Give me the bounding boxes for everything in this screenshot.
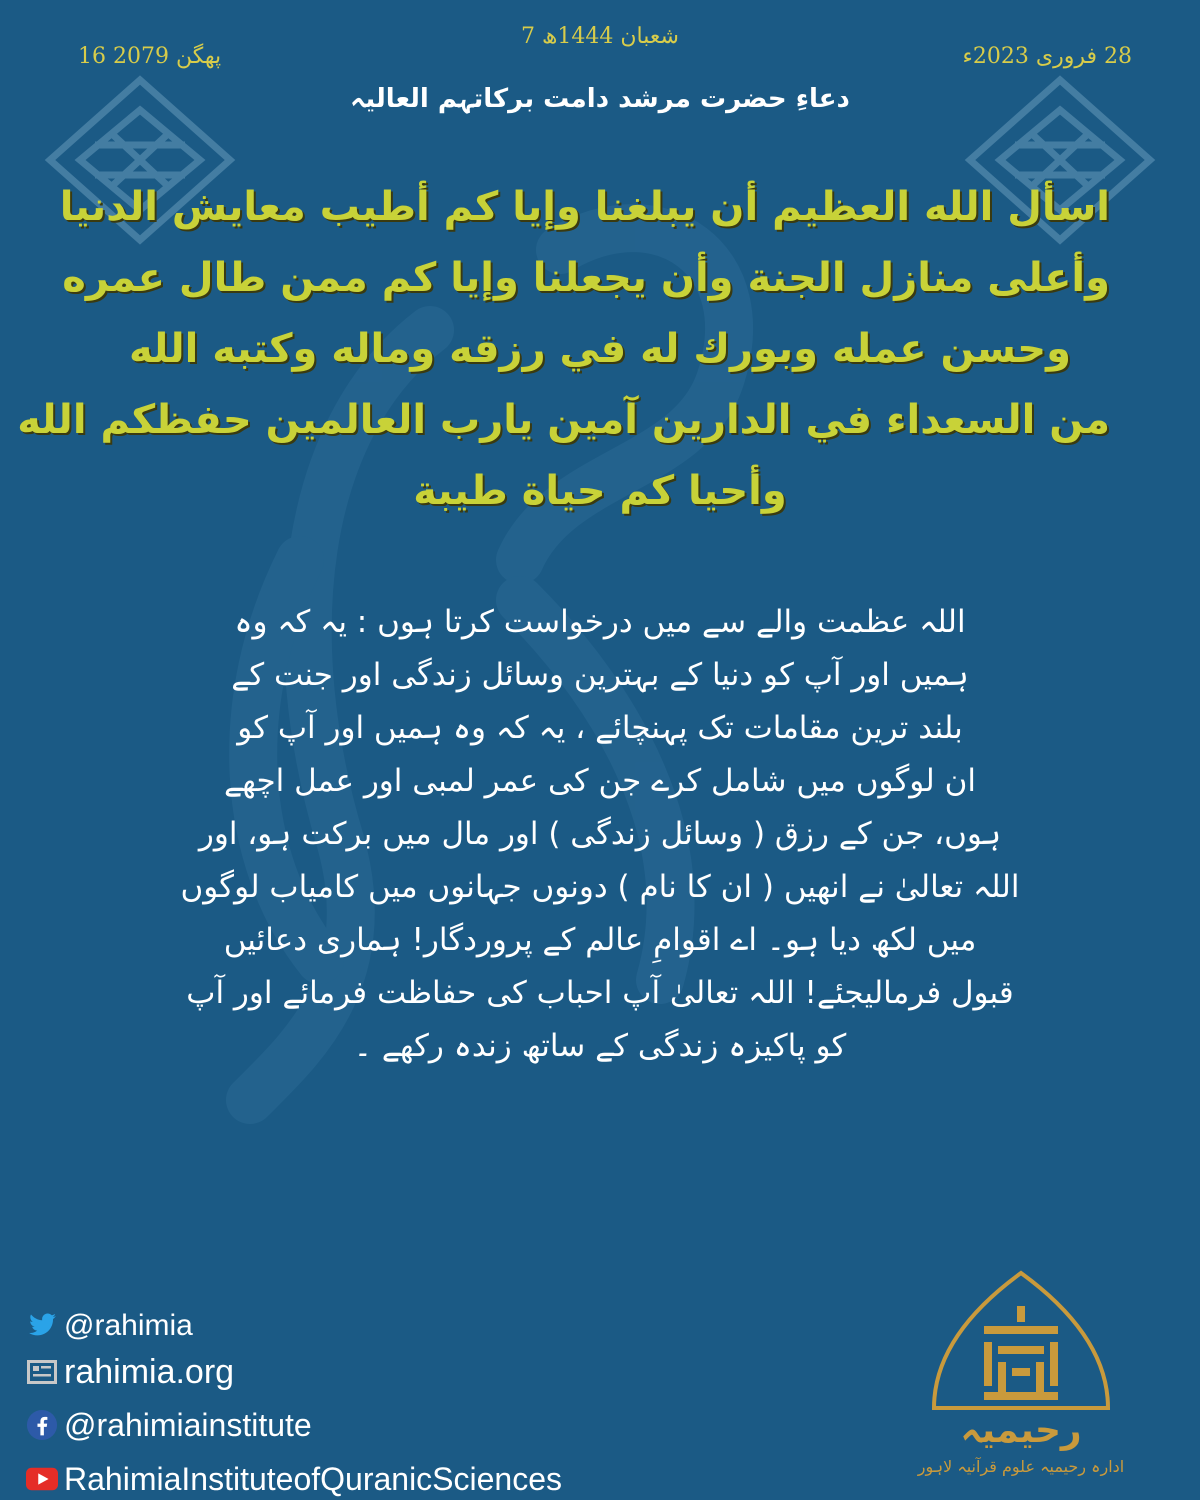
website-url: rahimia.org: [64, 1352, 235, 1391]
urdu-line: قبول فرمالیجئے! اللہ تعالیٰ آپ احباب کی حفاظت فرمائے اور آپ: [186, 975, 1014, 1011]
social-links: [26, 1306, 562, 1500]
youtube-link[interactable]: [26, 1452, 562, 1500]
twitter-link[interactable]: [26, 1306, 562, 1346]
arabic-line: وأعلى منازل الجنة وأن يجعلنا وإيا كم ممن طال عمره: [62, 255, 1110, 301]
urdu-line: ان لوگوں میں شامل کرے جن کی عمر لمبی اور عمل اچھے: [224, 763, 976, 799]
facebook-handle: @rahimiainstitute: [64, 1406, 312, 1443]
arabic-line: وأحيا كم حياة طيبة: [413, 468, 787, 514]
rahimia-logo: [906, 1268, 1156, 1486]
page-title: دعاءِ حضرت مرشد دامت برکاتہم العالیہ: [350, 84, 850, 114]
urdu-line: بلند ترین مقامات تک پہنچائے ، یہ کہ وہ ہمیں اور آپ کو: [237, 710, 963, 746]
date-bikrami: 16 پھگن 2079: [78, 44, 222, 69]
urdu-line: ہوں، جن کے رزق ( وسائل زندگی ) اور مال میں برکت ہو، اور: [198, 816, 1002, 852]
urdu-translation: [140, 596, 1060, 1073]
arabic-dua: [17, 172, 1110, 527]
urdu-line: اللہ عظمت والے سے میں درخواست کرتا ہوں : یہ کہ وہ: [234, 604, 966, 640]
arabic-line: وحسن عمله وبورك له في رزقه وماله وكتبه الله: [129, 326, 1071, 372]
youtube-icon: [26, 1463, 58, 1495]
urdu-line: میں لکھ دیا ہو۔ اے اقوامِ عالم کے پروردگار! ہماری دعائیں: [223, 922, 977, 958]
date-gregorian: 28 فروری 2023ء: [962, 44, 1132, 69]
youtube-channel: RahimiaInstituteofQuranicSciences: [64, 1460, 563, 1497]
website-link[interactable]: [26, 1346, 562, 1398]
twitter-handle: @rahimia: [64, 1309, 193, 1342]
urdu-line: اللہ تعالیٰ نے انھیں ( ان کا نام ) دونوں جہانوں میں کامیاب لوگوں: [180, 869, 1020, 905]
date-hijri: 7 شعبان 1444ھ: [521, 24, 679, 49]
urdu-line: ہمیں اور آپ کو دنیا کے بہترین وسائل زندگی اور جنت کے: [231, 657, 969, 693]
facebook-link[interactable]: [26, 1398, 562, 1452]
facebook-icon: [26, 1409, 58, 1441]
urdu-line: کو پاکیزہ زندگی کے ساتھ زندہ رکھے ۔: [353, 1028, 847, 1064]
logo-wordmark: رحیمیہ: [960, 1410, 1082, 1451]
web-icon: [26, 1356, 58, 1388]
arabic-line: من السعداء في الدارين آمين يارب العالمين حفظكم الله: [17, 397, 1110, 443]
twitter-icon: [26, 1310, 58, 1342]
logo-tagline: ادارہ رحیمیہ علوم قرآنیہ لاہور: [917, 1457, 1125, 1476]
arabic-line: اسأل الله العظيم أن يبلغنا وإيا كم أطيب معايش الدنيا: [59, 184, 1110, 230]
